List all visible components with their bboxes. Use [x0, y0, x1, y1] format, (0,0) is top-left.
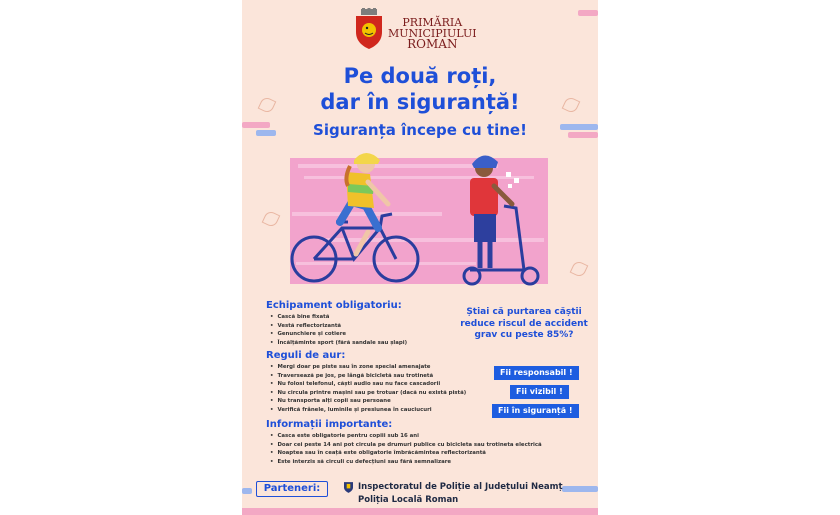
list-item: • Genunchiere și cotiere — [270, 330, 407, 339]
headline-line-2: dar în siguranță! — [320, 90, 520, 114]
deco-stripe — [242, 488, 252, 494]
list-item: • Nu circula printre mașini sau pe trotuar (dacă nu există pistă) — [270, 389, 466, 398]
list-item: • Nu folosi telefonul, căști audio sau nu face cascadorii — [270, 380, 466, 389]
list-item: • Mergi doar pe piste sau în zone special amenajate — [270, 363, 466, 372]
partner-line-1: Inspectoratul de Poliție al Județului Neamț — [358, 482, 563, 492]
police-crest-icon — [344, 482, 353, 493]
deco-stripe — [562, 486, 598, 492]
list-item: • Verifică frânele, luminile și presiunea în cauciucuri — [270, 406, 466, 415]
info-heading: Informații importante: — [266, 419, 393, 430]
list-item: • Încălțăminte sport (fără sandale sau șlapi) — [270, 339, 407, 348]
roman-crest-icon — [354, 8, 384, 50]
list-item: • Noaptea sau în ceață este obligatorie îmbrăcămintea reflectorizantă — [270, 449, 542, 458]
rules-heading: Reguli de aur: — [266, 350, 346, 361]
equipment-heading: Echipament obligatoriu: — [266, 300, 402, 311]
info-list — [270, 432, 542, 466]
list-item: • Nu transporta alți copii sau persoane — [270, 397, 466, 406]
partners-label: Parteneri: — [256, 481, 328, 497]
list-item: • Cască bine fixată — [270, 313, 407, 322]
list-item: • Casca este obligatorie pentru copiii sub 16 ani — [270, 432, 542, 441]
helmet-fact: Știai că purtarea căștii reduce riscul de accident grav cu peste 85%? — [460, 307, 588, 340]
list-item: • Traversează pe jos, pe lângă bicicletă sau trotinetă — [270, 372, 466, 381]
brand-name — [388, 17, 477, 50]
leaf-icon — [262, 210, 281, 229]
brand-line-1: PRIMĂRIA — [402, 16, 463, 29]
partner-line-2: Poliția Locală Roman — [358, 495, 459, 505]
headline-line-1: Pe două roți, — [343, 64, 497, 88]
list-item: • Este interzis să circuli cu defecțiuni sau fără semnalizare — [270, 458, 542, 467]
slogan-safe: Fii în siguranță ! — [492, 404, 579, 418]
list-item: • Doar cei peste 14 ani pot circula pe drumuri publice cu bicicleta sau trotineta electrică — [270, 441, 542, 450]
tagline: Siguranța începe cu tine! — [313, 121, 527, 139]
deco-stripe — [578, 10, 598, 16]
poster — [242, 0, 598, 515]
brand-line-2: MUNICIPIULUI — [388, 27, 477, 40]
brand-line-3: ROMAN — [407, 37, 458, 51]
slogan-visible: Fii vizibil ! — [510, 385, 569, 399]
list-item: • Vestă reflectorizantă — [270, 322, 407, 331]
bottom-stripe — [242, 508, 598, 515]
rules-list — [270, 363, 466, 415]
leaf-icon — [570, 260, 589, 279]
equipment-list — [270, 313, 407, 347]
slogan-responsible: Fii responsabil ! — [494, 366, 579, 380]
cyclist-scooter-illustration — [284, 142, 556, 294]
